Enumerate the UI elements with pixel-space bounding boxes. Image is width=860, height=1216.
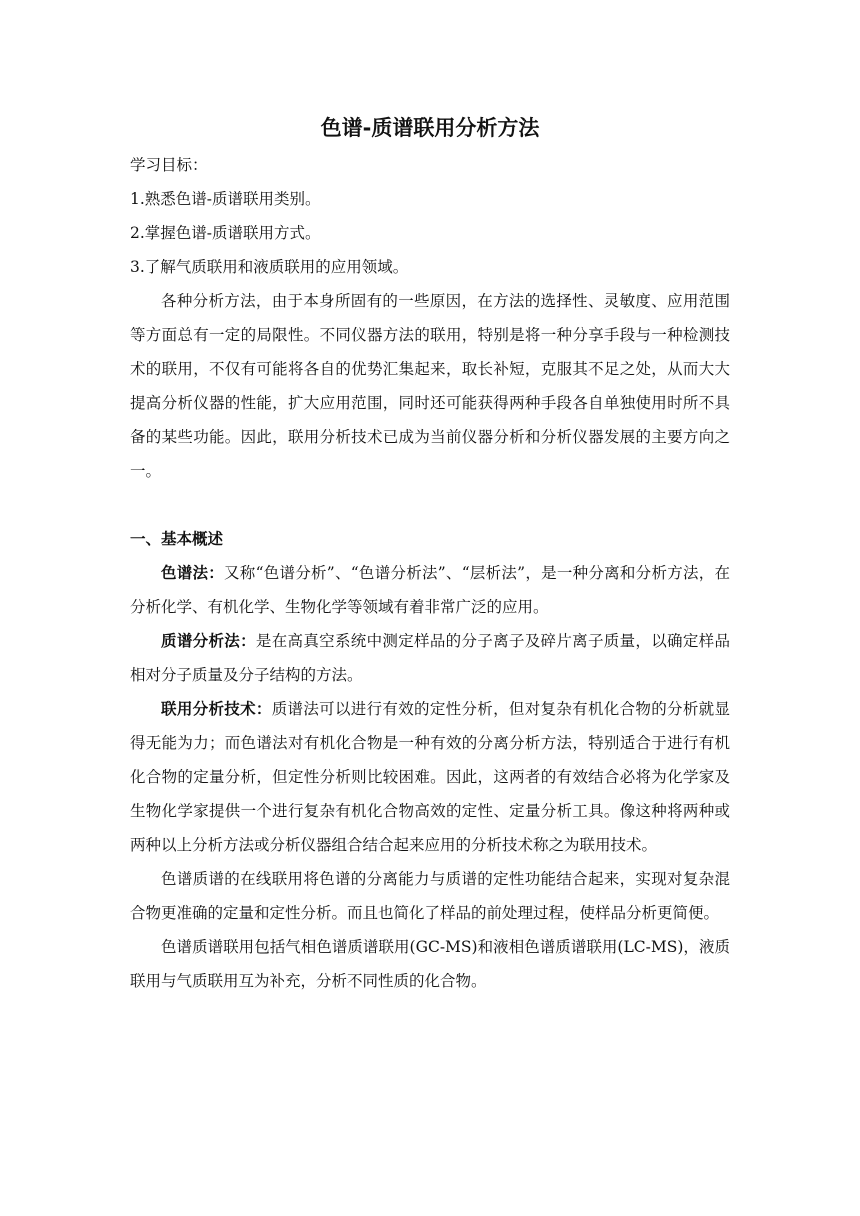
definition-chromatography	[130, 556, 730, 624]
learning-goal-item: 3.了解气质联用和液质联用的应用领域。	[130, 258, 409, 276]
paragraph-online-coupling: 色谱质谱的在线联用将色谱的分离能力与质谱的定性功能结合起来，实现对复杂混合物更准确的定量和定性分析。而且也简化了样品的前处理过程，使样品分析更简便。	[130, 870, 730, 922]
definition-text: 又称“色谱分析”、“色谱分析法”、“层析法”，是一种分离和分析方法，在分析化学、有机化学、生物化学等领域有着非常广泛的应用。	[130, 564, 730, 616]
definition-term: 色谱法：	[161, 564, 225, 582]
document-title: 色谱-质谱联用分析方法	[320, 116, 540, 140]
definition-term: 质谱分析法：	[161, 632, 256, 650]
section-heading-overview: 一、基本概述	[130, 530, 224, 548]
definition-term: 联用分析技术：	[161, 700, 272, 718]
document-page	[130, 108, 730, 998]
definition-text: 是在高真空系统中测定样品的分子离子及碎片离子质量，以确定样品相对分子质量及分子结构的方法。	[130, 632, 730, 684]
learning-goals-heading: 学习目标：	[130, 156, 208, 174]
definition-mass-spectrometry	[130, 624, 730, 692]
intro-paragraph: 各种分析方法，由于本身所固有的一些原因，在方法的选择性、灵敏度、应用范围等方面总有一定的局限性。不同仪器方法的联用，特别是将一种分享手段与一种检测技术的联用，不仅有可能将各自的优势汇集起来，取长补短，克服其不足之处，从而大大提高分析仪器的性能，扩大应用范围，同时还可能获得两种手段各自单独使用时所不具备的某些功能。因此，联用分析技术已成为当前仪器分析和分析仪器发展的主要方向之一。	[130, 292, 730, 480]
definition-text: 质谱法可以进行有效的定性分析，但对复杂有机化合物的分析就显得无能为力；而色谱法对有机化合物是一种有效的分离分析方法，特别适合于进行有机化合物的定量分析，但定性分析则比较困难。因此，这两者的有效结合必将为化学家及生物化学家提供一个进行复杂有机化合物高效的定性、定量分析工具。像这种将两种或两种以上分析方法或分析仪器组合结合起来应用的分析技术称之为联用技术。	[130, 700, 730, 854]
learning-goal-item: 2.掌握色谱-质谱联用方式。	[130, 224, 321, 242]
paragraph-coupling-types: 色谱质谱联用包括气相色谱质谱联用(GC-MS)和液相色谱质谱联用(LC-MS)，液质联用与气质联用互为补充，分析不同性质的化合物。	[130, 938, 730, 990]
learning-goal-item: 1.熟悉色谱-质谱联用类别。	[130, 190, 321, 208]
definition-hyphenated-technique	[130, 692, 730, 862]
